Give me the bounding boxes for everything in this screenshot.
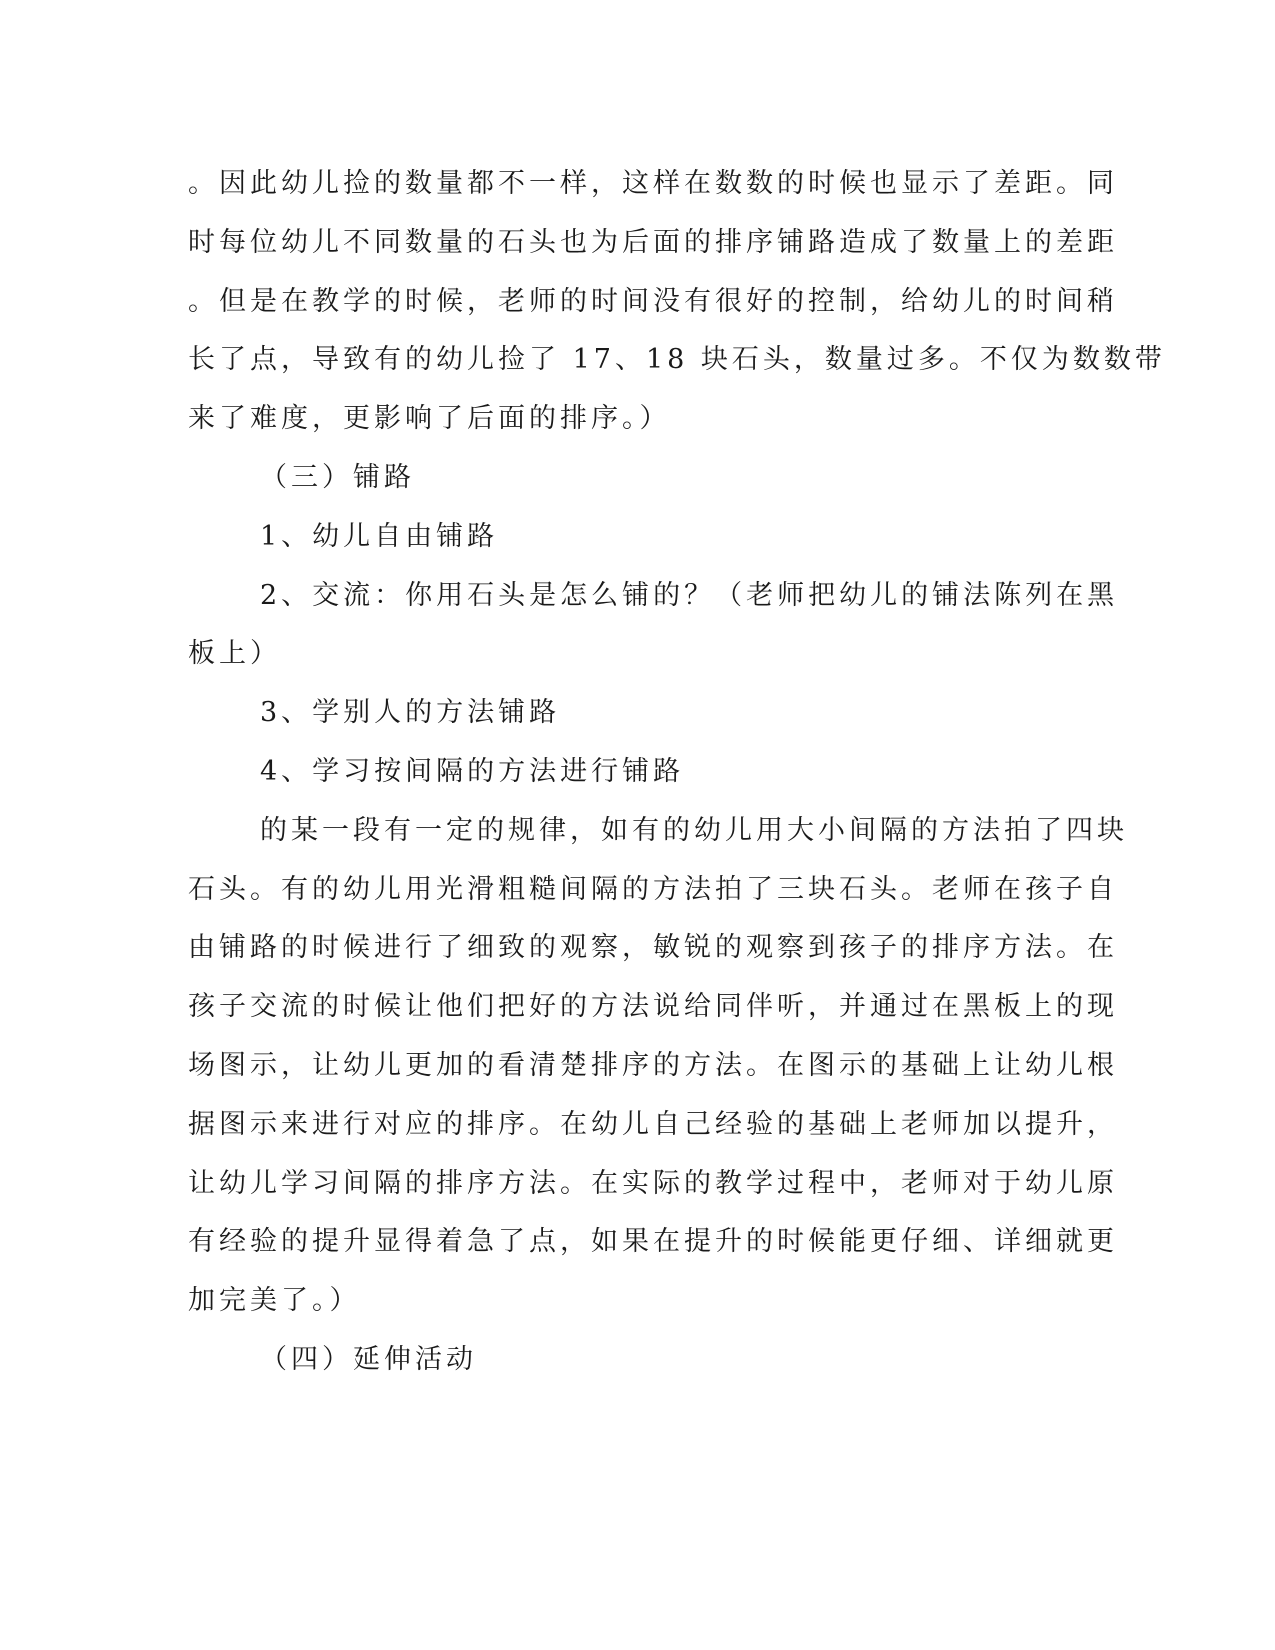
- list-item: 3、学别人的方法铺路: [260, 697, 561, 728]
- list-item: 1、幼儿自由铺路: [260, 521, 499, 552]
- paragraph-line: 由铺路的时候进行了细致的观察，敏锐的观察到孩子的排序方法。在: [188, 932, 1118, 963]
- list-item: 2、交流：你用石头是怎么铺的？（老师把幼儿的铺法陈列在黑: [260, 580, 1119, 611]
- paragraph-line: 让幼儿学习间隔的排序方法。在实际的教学过程中，老师对于幼儿原: [188, 1168, 1118, 1199]
- paragraph-line: 孩子交流的时候让他们把好的方法说给同伴听，并通过在黑板上的现: [188, 991, 1118, 1022]
- paragraph-line: 有经验的提升显得着急了点，如果在提升的时候能更仔细、详细就更: [188, 1226, 1118, 1257]
- paragraph-line: 。因此幼儿捡的数量都不一样，这样在数数的时候也显示了差距。同: [188, 168, 1118, 199]
- list-item: 4、学习按间隔的方法进行铺路: [260, 756, 685, 787]
- section-heading: （三）铺路: [260, 462, 415, 493]
- paragraph-line: 加完美了。）: [188, 1285, 361, 1316]
- paragraph-line: 长了点，导致有的幼儿捡了 17、18 块石头，数量过多。不仅为数数带: [188, 344, 1166, 375]
- paragraph-line: 。但是在教学的时候，老师的时间没有很好的控制，给幼儿的时间稍: [188, 286, 1118, 317]
- paragraph-line: 来了难度，更影响了后面的排序。）: [188, 403, 671, 434]
- paragraph-line: 石头。有的幼儿用光滑粗糙间隔的方法拍了三块石头。老师在孩子自: [188, 874, 1118, 905]
- list-item-continuation: 板上）: [188, 638, 281, 669]
- paragraph-line: 的某一段有一定的规律，如有的幼儿用大小间隔的方法拍了四块: [260, 815, 1128, 846]
- paragraph-line: 据图示来进行对应的排序。在幼儿自己经验的基础上老师加以提升，: [188, 1109, 1118, 1140]
- section-heading: （四）延伸活动: [260, 1344, 477, 1375]
- paragraph-line: 场图示，让幼儿更加的看清楚排序的方法。在图示的基础上让幼儿根: [188, 1050, 1118, 1081]
- paragraph-line: 时每位幼儿不同数量的石头也为后面的排序铺路造成了数量上的差距: [188, 227, 1118, 258]
